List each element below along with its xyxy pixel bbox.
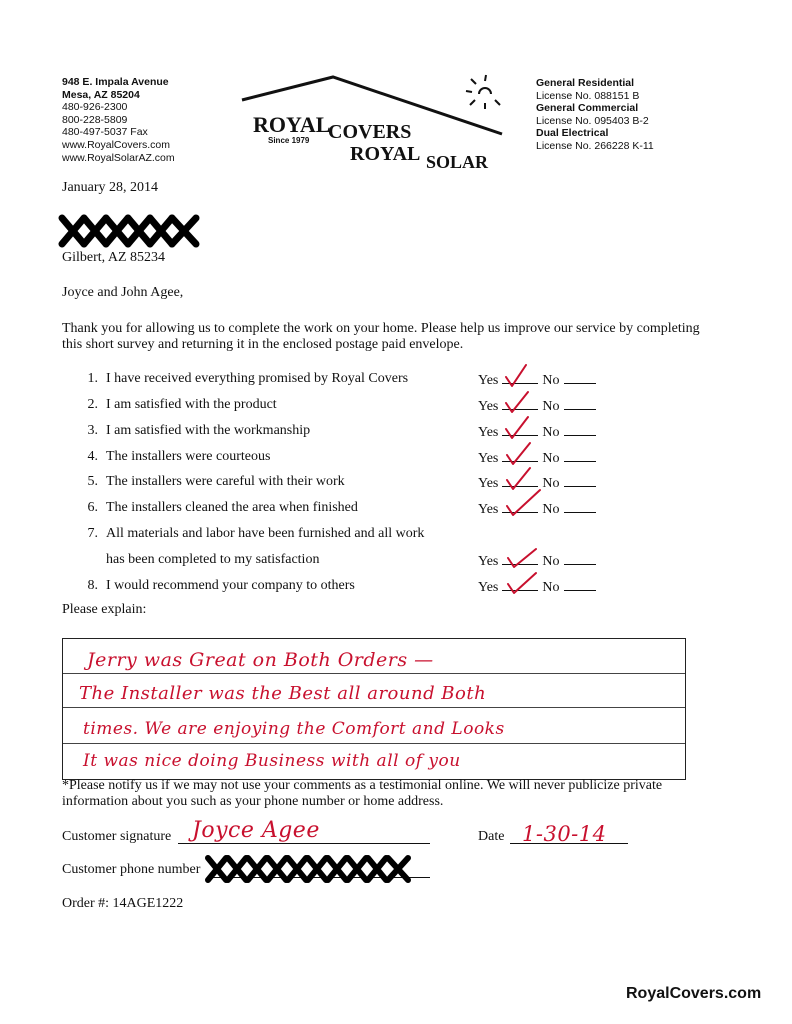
yes-label: Yes — [478, 373, 499, 388]
check-icon — [508, 549, 536, 567]
letter-date: January 28, 2014 — [62, 180, 159, 195]
yes-label: Yes — [478, 502, 499, 517]
question-number: 7. — [87, 526, 98, 541]
yes-label: Yes — [478, 476, 499, 491]
handwritten-line: It was nice doing Business with all of you — [83, 751, 461, 771]
check-icon — [508, 573, 536, 593]
handwritten-line: Jerry was Great on Both Orders — — [87, 649, 434, 671]
logo-covers: COVERS — [328, 121, 412, 143]
license-number: License No. 095403 B-2 — [536, 114, 649, 127]
check-icon — [506, 392, 528, 412]
no-label: No — [542, 502, 560, 517]
greeting: Joyce and John Agee, — [62, 285, 184, 300]
explanation-box[interactable] — [62, 638, 686, 780]
logo-royal-2: ROYAL — [350, 143, 421, 165]
signature-label: Customer signature — [62, 829, 172, 844]
footer-website[interactable]: RoyalCovers.com — [626, 985, 762, 1002]
no-label: No — [542, 399, 560, 414]
question-text: The installers were courteous — [106, 449, 271, 464]
contact-line: www.RoyalSolarAZ.com — [62, 151, 175, 164]
yes-label: Yes — [478, 580, 499, 595]
ruled-line — [63, 743, 685, 744]
check-icon — [506, 417, 528, 438]
contact-line: 800-228-5809 — [62, 113, 128, 126]
question-number: 6. — [87, 500, 98, 515]
question-number: 4. — [87, 449, 98, 464]
yes-label: Yes — [478, 399, 499, 414]
address-line: 948 E. Impala Avenue — [62, 76, 169, 88]
question-number: 8. — [87, 578, 98, 593]
question-text: All materials and labor have been furnished and all work — [106, 526, 425, 541]
check-icon — [506, 365, 526, 386]
ruled-line — [63, 673, 685, 674]
question-number: 2. — [87, 397, 98, 412]
address-line: Mesa, AZ 85204 — [62, 88, 140, 101]
logo-solar: SOLAR — [426, 152, 489, 172]
handwritten-line: times. We are enjoying the Comfort and Looks — [83, 719, 505, 739]
license-title: General Residential — [536, 77, 635, 89]
no-label: No — [542, 476, 560, 491]
explain-label: Please explain: — [62, 602, 147, 617]
no-label: No — [542, 580, 560, 595]
question-number: 5. — [87, 474, 98, 489]
question-number: 3. — [87, 423, 98, 438]
question-text: I am satisfied with the workmanship — [106, 423, 311, 438]
date-handwriting: 1-30-14 — [522, 822, 607, 846]
question-text: The installers were careful with their work — [106, 474, 345, 489]
license-number: License No. 088151 B — [536, 89, 640, 102]
intro-paragraph: Thank you for allowing us to complete the work on your home. Please help us improve our service by completing this short survey and returning it in the enclosed postage paid envelope. — [62, 321, 700, 352]
license-title: Dual Electrical — [536, 127, 609, 140]
no-label: No — [542, 451, 560, 466]
testimonial-notice: *Please notify us if we may not use your comments as a testimonial online. We will never publicize private information about you such as your phone number or home address. — [62, 778, 663, 809]
logo-since: Since 1979 — [268, 136, 310, 145]
signature-handwriting: Joyce Agee — [192, 818, 320, 843]
contact-line: 480-497-5037 Fax — [62, 126, 148, 139]
date-label: Date — [478, 829, 505, 844]
no-label: No — [542, 373, 560, 388]
question-text: The installers cleaned the area when finished — [106, 500, 358, 515]
question-number: 1. — [87, 371, 98, 386]
contact-line: www.RoyalCovers.com — [62, 138, 170, 151]
yes-label: Yes — [478, 425, 499, 440]
license-title: General Commercial — [536, 102, 639, 115]
signature-line[interactable] — [178, 843, 430, 844]
order-number: Order #: 14AGE1222 — [62, 896, 184, 911]
phone-label: Customer phone number — [62, 862, 201, 877]
license-number: License No. 266228 K-11 — [536, 139, 654, 152]
question-text: I am satisfied with the product — [106, 397, 277, 412]
no-label: No — [542, 554, 560, 569]
check-icon — [507, 490, 540, 515]
redacted-phone — [204, 854, 414, 889]
yes-label: Yes — [478, 554, 499, 569]
check-icon — [507, 468, 530, 489]
check-icon — [507, 443, 530, 464]
logo-royal: ROYAL — [253, 112, 331, 137]
no-label: No — [542, 425, 560, 440]
handwritten-line: The Installer was the Best all around Both — [79, 683, 487, 704]
question-text: I would recommend your company to others — [106, 578, 355, 593]
contact-line: 480-926-2300 — [62, 101, 128, 114]
yes-label: Yes — [478, 451, 499, 466]
question-text: has been completed to my satisfaction — [106, 552, 320, 567]
question-text: I have received everything promised by Royal Covers — [106, 371, 409, 386]
ruled-line — [63, 707, 685, 708]
recipient-city: Gilbert, AZ 85234 — [62, 250, 166, 265]
